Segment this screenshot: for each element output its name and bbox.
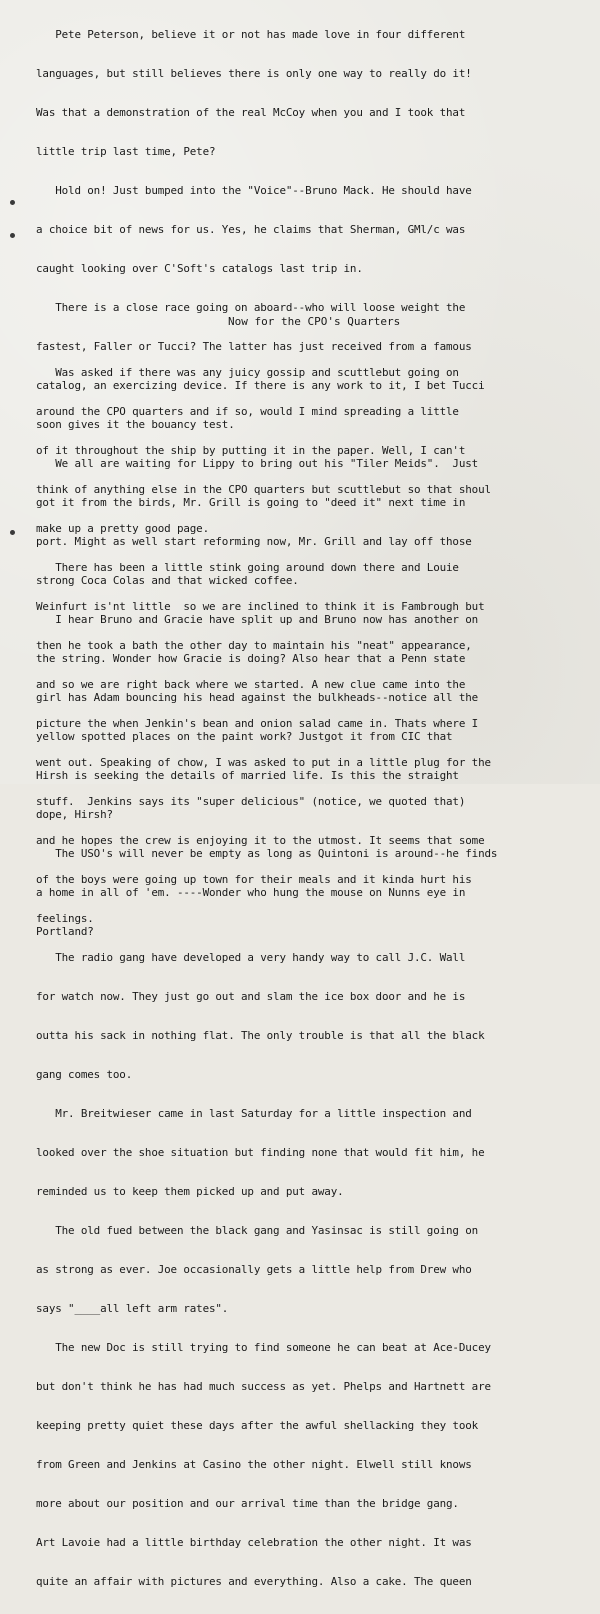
text-line: make up a pretty good page. (36, 522, 209, 535)
text-line: The radio gang have developed a very handy way to call J.C. Wall (36, 951, 466, 964)
text-line: from Green and Jenkins at Casino the other night. Elwell still knows (36, 1458, 472, 1471)
text-line: fastest, Faller or Tucci? The latter has just received from a famous (36, 340, 472, 353)
text-line: Hirsh is seeking the details of married life. Is this the straight (36, 769, 459, 782)
text-line: more about our position and our arrival time than the bridge gang. (36, 1497, 459, 1510)
text-line: Hold on! Just bumped into the "Voice"--Bruno Mack. He should have (36, 184, 472, 197)
text-line: a home in all of 'em. ----Wonder who hung the mouse on Nunns eye in (36, 886, 466, 899)
text-line: for watch now. They just go out and slam the ice box door and he is (36, 990, 466, 1003)
text-line: think of anything else in the CPO quarters but scuttlebut so that shoul (36, 483, 491, 496)
text-line: Pete Peterson, believe it or not has made love in four different (36, 28, 466, 41)
text-line: soon gives it the bouancy test. (36, 418, 235, 431)
text-line: Art Lavoie had a little birthday celebration the other night. It was (36, 1536, 472, 1549)
text-line: Mr. Breitwieser came in last Saturday for a little inspection and (36, 1107, 472, 1120)
text-line: dope, Hirsh? (36, 808, 113, 821)
text-line: says "____all left arm rates". (36, 1302, 229, 1315)
text-line: girl has Adam bouncing his head against the bulkheads--notice all the (36, 691, 479, 704)
binder-hole-mark (10, 530, 15, 535)
text-line: around the CPO quarters and if so, would I mind spreading a little (36, 405, 459, 418)
text-line: port. Might as well start reforming now, Mr. Grill and lay off those (36, 535, 472, 548)
text-line: then he took a bath the other day to maintain his "neat" appearance, (36, 639, 472, 652)
text-line: There is a close race going on aboard--who will loose weight the (36, 301, 466, 314)
text-line: gang comes too. (36, 1068, 133, 1081)
text-line: I hear Bruno and Gracie have split up and Bruno now has another on (36, 613, 479, 626)
cpo-quarters-section (36, 340, 596, 1614)
text-line: strong Coca Colas and that wicked coffee. (36, 574, 299, 587)
text-line: quite an affair with pictures and everything. Also a cake. The queen (36, 1575, 472, 1588)
text-line: The new Doc is still trying to find someone he can beat at Ace-Ducey (36, 1341, 491, 1354)
text-line: The old fued between the black gang and Yasinsac is still going on (36, 1224, 479, 1237)
binder-hole-mark (10, 233, 15, 238)
text-line: and he hopes the crew is enjoying it to the utmost. It seems that some (36, 834, 485, 847)
text-line: the string. Wonder how Gracie is doing? Also hear that a Penn state (36, 652, 466, 665)
text-line: Weinfurt is'nt little so we are inclined to think it is Fambrough but (36, 600, 485, 613)
text-line: There has been a little stink going around down there and Louie (36, 561, 459, 574)
section-heading: Now for the CPO's Quarters (228, 315, 401, 328)
text-line: as strong as ever. Joe occasionally gets a little help from Drew who (36, 1263, 472, 1276)
text-line: feelings. (36, 912, 94, 925)
text-line: caught looking over C'Soft's catalogs last trip in. (36, 262, 363, 275)
text-line: The USO's will never be empty as long as Quintoni is around--he finds (36, 847, 498, 860)
text-line: little trip last time, Pete? (36, 145, 216, 158)
text-line: We all are waiting for Lippy to bring out his "Tiler Meids". Just (36, 457, 479, 470)
text-line: outta his sack in nothing flat. The only trouble is that all the black (36, 1029, 485, 1042)
text-line: reminded us to keep them picked up and put away. (36, 1185, 344, 1198)
text-line: catalog, an exercizing device. If there is any work to it, I bet Tucci (36, 379, 485, 392)
text-line: picture the when Jenkin's bean and onion salad came in. Thats where I (36, 717, 479, 730)
text-line: of the boys were going up town for their meals and it kinda hurt his (36, 873, 472, 886)
text-line: but don't think he has had much success as yet. Phelps and Hartnett are (36, 1380, 491, 1393)
text-line: got it from the birds, Mr. Grill is going to "deed it" next time in (36, 496, 466, 509)
text-line: went out. Speaking of chow, I was asked to put in a little plug for the (36, 756, 491, 769)
text-line: a choice bit of news for us. Yes, he claims that Sherman, GMl/c was (36, 223, 466, 236)
text-line: keeping pretty quiet these days after the awful shellacking they took (36, 1419, 479, 1432)
text-line: languages, but still believes there is only one way to really do it! (36, 67, 472, 80)
text-line: and so we are right back where we started. A new clue came into the (36, 678, 466, 691)
text-line: stuff. Jenkins says its "super delicious" (notice, we quoted that) (36, 795, 466, 808)
text-line: of it throughout the ship by putting it in the paper. Well, I can't (36, 444, 466, 457)
text-line: Portland? (36, 925, 94, 938)
binder-hole-mark (10, 200, 15, 205)
text-line: Was that a demonstration of the real McCoy when you and I took that (36, 106, 466, 119)
text-line: looked over the shoe situation but finding none that would fit him, he (36, 1146, 485, 1159)
text-line: yellow spotted places on the paint work? Justgot it from CIC that (36, 730, 453, 743)
text-line: Was asked if there was any juicy gossip and scuttlebut going on (36, 366, 459, 379)
